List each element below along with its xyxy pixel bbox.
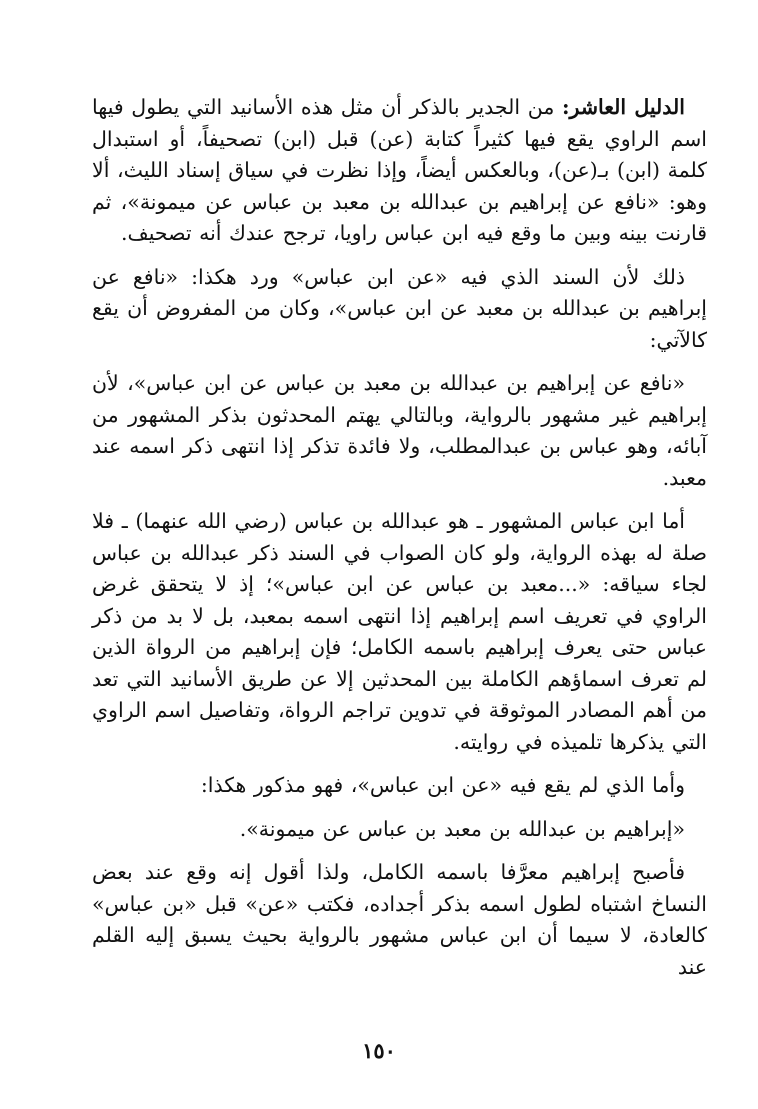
paragraph-1-text: من الجدير بالذكر أن مثل هذه الأسانيد التي يطول فيها اسم الراوي يقع فيها كثيراً كتابة (عن) قبل (ابن) تصحيفاً، أو استبدال كلمة (ابن) بـ(عن)، وبالعكس أيضاً، وإذا نظرت في سياق إسناد الليث، ألا وهو: «نافع عن إبراهيم بن عبدالله بن معبد بن عباس عن ميمونة»، ثم قارنت بينه وبين ما وقع فيه ابن عباس راويا، ترجح عندك أنه تصحيف. [92,95,707,245]
paragraph-1-heading: الدليل العاشر: [561,95,685,119]
paragraph-4: أما ابن عباس المشهور ـ هو عبدالله بن عباس (رضي الله عنهما) ـ فلا صلة له بهذه الرواية، ولو كان الصواب في السند ذكر عبدالله بن عباس لجاء سياقه: «...معبد بن عباس عن ابن عباس»؛ إذ لا يتحقق غرض الراوي في تعريف اسم إبراهيم إذا انتهى اسمه بمعبد، بل لا بد من ذكر عباس حتى يعرف إبراهيم باسمه الكامل؛ فإن إبراهيم من الرواة الذين لم تعرف اسماؤهم الكاملة بين المحدثين إلا عن طريق الأسانيد التي تعد من أهم المصادر الموثوقة في تدوين تراجم الرواة، وتفاصيل اسم الراوي التي يذكرها تلميذه في روايته. [92,509,707,754]
page-number: ١٥٠ [362,1038,396,1063]
paragraph-1 [92,92,707,250]
paragraph-5: وأما الذي لم يقع فيه «عن ابن عباس»، فهو مذكور هكذا: [200,773,685,797]
paragraph-3: «نافع عن إبراهيم بن عبدالله بن معبد بن عباس عن ابن عباس»، لأن إبراهيم غير مشهور بالرواية، وبالتالي يهتم المحدثون بذكر المشهور من آبائه، وهو عباس بن عبدالمطلب، ولا فائدة تذكر إذا انتهى ذكر اسمه عند معبد. [92,371,707,490]
document-page [92,92,707,995]
paragraph-7: فأصبح إبراهيم معرَّفا باسمه الكامل، ولذا أقول إنه وقع عند بعض النساخ اشتباه لطول اسمه بذكر أجداده، فكتب «عن» قبل «بن عباس» كالعادة، لا سيما أن ابن عباس مشهور بالرواية بحيث يسبق إليه القلم عند [92,860,707,979]
paragraph-2: ذلك لأن السند الذي فيه «عن ابن عباس» ورد هكذا: «نافع عن إبراهيم بن عبدالله بن معبد عن ابن عباس»، وكان من المفروض أن يقع كالآتي: [92,264,707,352]
paragraph-6: «إبراهيم بن عبدالله بن معبد بن عباس عن ميمونة». [239,816,685,841]
